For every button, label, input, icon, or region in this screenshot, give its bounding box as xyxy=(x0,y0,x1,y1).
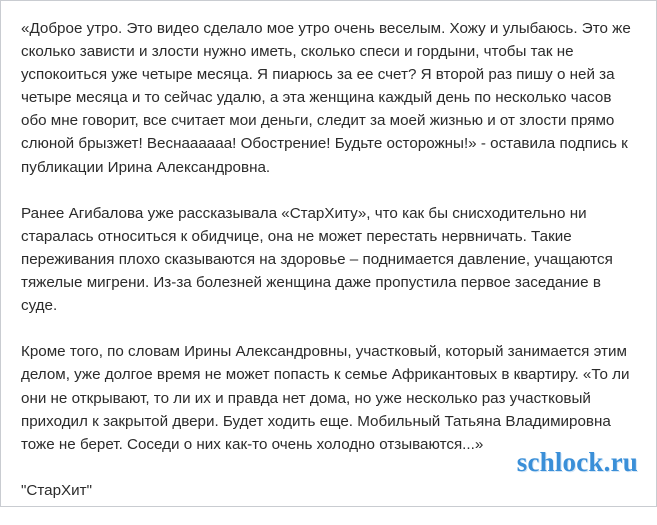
article-paragraph-officer: Кроме того, по словам Ирины Александровны, участковый, который занимается этим делом, уже долгое время не может попасть к семье Африкантовых в квартиру. «То ли они не открывают, то ли их и правда нет дома, но уже несколько раз участковый приходил к закрытой двери. Будет ходить еще. Мобильный Татьяна Владимировна тоже не берет. Соседи о них как-то очень холодно отзываются...» xyxy=(21,343,630,453)
site-watermark: schlock.ru xyxy=(516,447,638,477)
article-source: "СтарХит" xyxy=(21,481,92,499)
article-paragraph-background: Ранее Агибалова уже рассказывала «СтарХиту», что как бы снисходительно ни старалась относиться к обидчице, она не может перестать нервничать. Такие переживания плохо сказываются на здоровье – поднимается давление, учащаются тяжелые мигрени. Из-за болезней женщина даже пропустила первое заседание в суде. xyxy=(21,204,613,315)
article-paragraph-quote: «Доброе утро. Это видео сделало мое утро очень веселым. Хожу и улыбаюсь. Это же сколько зависти и злости нужно иметь, сколько спеси и гордыни, чтобы так не успокоиться уже четыре месяца. Я пиарюсь за ее счет? Я второй раз пишу о ней за четыре месяца и то сейчас удалю, а эта женщина каждый день по несколько часов обо мне говорит, все считает мои деньги, следит за моей жизнью и от злости прямо слюной брызжет! Веснаааааа! Обострение! Будьте осторожны!» - оставила подпись к публикации Ирина Александровна. xyxy=(21,20,631,176)
